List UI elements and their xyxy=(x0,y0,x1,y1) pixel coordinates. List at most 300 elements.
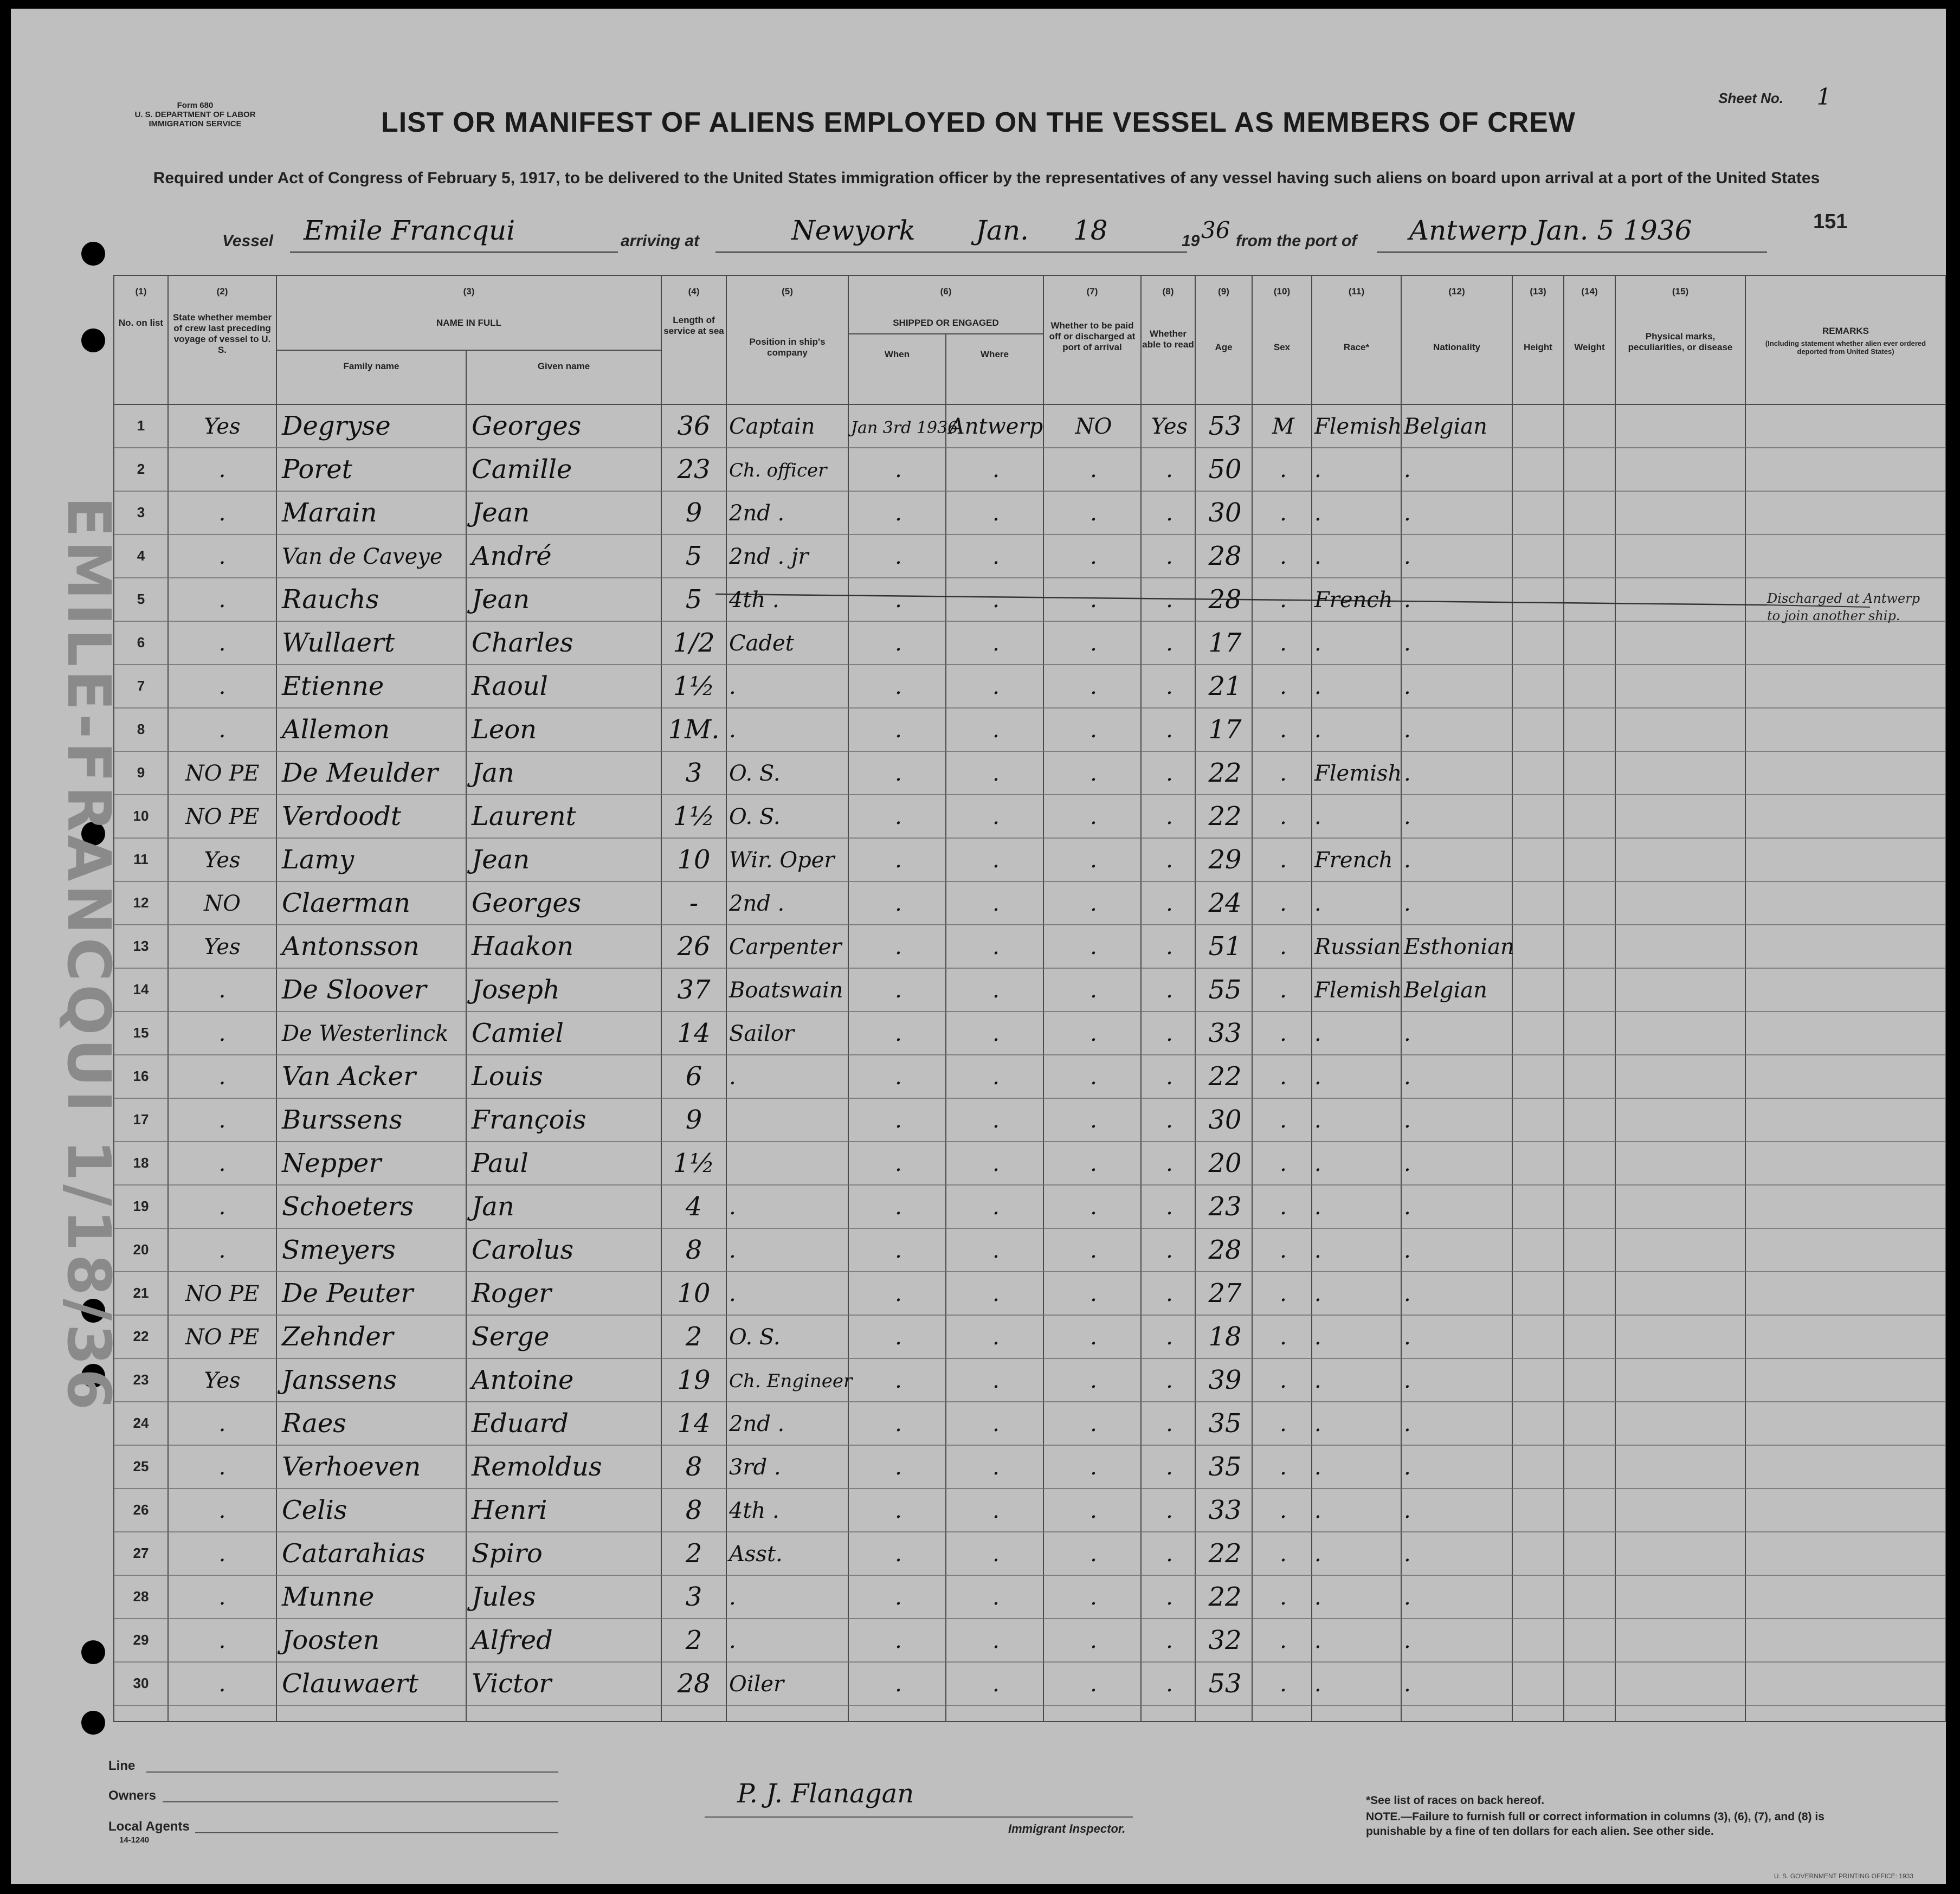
shipped-where: . xyxy=(992,544,1000,569)
race: . xyxy=(1314,1195,1321,1220)
paid-off: . xyxy=(1090,1151,1097,1176)
paid-off: . xyxy=(1090,1065,1097,1090)
race: . xyxy=(1314,1065,1321,1090)
previous-voyage: Yes xyxy=(204,414,241,439)
age: 17 xyxy=(1208,628,1242,658)
nationality: . xyxy=(1404,544,1411,569)
col-header-sex: Sex xyxy=(1273,342,1291,352)
paid-off: . xyxy=(1090,1021,1097,1046)
race: . xyxy=(1314,1585,1321,1610)
previous-voyage: . xyxy=(218,544,226,569)
race: French xyxy=(1314,848,1393,873)
able-to-read: . xyxy=(1166,1108,1173,1133)
page-subtitle: Required under Act of Congress of February 5, 1917, to be delivered to the United States immigration officer by the representatives of any vessel having such aliens on board upon arrival at a port of the United States xyxy=(153,169,1820,187)
race: . xyxy=(1314,1325,1321,1350)
shipped-where: . xyxy=(992,1585,1000,1610)
given-name: Alfred xyxy=(472,1625,553,1655)
family-name: Joosten xyxy=(282,1625,380,1655)
footer-owners-field xyxy=(163,1801,558,1802)
position: 2nd . xyxy=(729,1412,785,1436)
position: Ch. Engineer xyxy=(729,1370,853,1392)
sex: . xyxy=(1280,1628,1287,1653)
nationality: . xyxy=(1404,1498,1411,1523)
age: 23 xyxy=(1208,1191,1242,1222)
paid-off: . xyxy=(1090,1585,1097,1610)
given-name: Jean xyxy=(472,498,530,528)
given-name: Jean xyxy=(472,845,530,875)
race: . xyxy=(1314,501,1321,526)
departure-port-date: Antwerp Jan. 5 1936 xyxy=(1409,215,1692,246)
sex: . xyxy=(1280,1412,1287,1436)
row-number: 27 xyxy=(133,1545,149,1561)
paid-off: . xyxy=(1090,1542,1097,1567)
race: French xyxy=(1314,588,1393,613)
previous-voyage: . xyxy=(218,588,226,613)
col-header-nationality: Nationality xyxy=(1433,342,1480,352)
shipped-where: . xyxy=(992,1672,1000,1697)
paid-off: . xyxy=(1090,978,1097,1003)
sex: . xyxy=(1280,1108,1287,1133)
race: . xyxy=(1314,458,1321,482)
position: O. S. xyxy=(729,761,781,786)
service-length: 9 xyxy=(685,498,702,528)
paid-off: . xyxy=(1090,1455,1097,1480)
col-num-13: (13) xyxy=(1530,286,1546,297)
race: . xyxy=(1314,1672,1321,1697)
previous-voyage: . xyxy=(218,1672,226,1697)
shipped-where: . xyxy=(992,978,1000,1003)
arriving-port: Newyork xyxy=(791,215,915,246)
nationality: . xyxy=(1404,1325,1411,1350)
given-name: Leon xyxy=(472,714,537,745)
shipped-where: . xyxy=(992,631,1000,656)
footer-agents-label: Local Agents xyxy=(108,1819,190,1834)
previous-voyage: . xyxy=(218,501,226,526)
age: 30 xyxy=(1208,1105,1242,1135)
paid-off: . xyxy=(1090,631,1097,656)
given-name: Eduard xyxy=(472,1408,569,1439)
age: 35 xyxy=(1208,1452,1242,1482)
able-to-read: . xyxy=(1166,631,1173,656)
sex: . xyxy=(1280,1151,1287,1176)
row-number: 8 xyxy=(137,721,145,737)
nationality: . xyxy=(1404,804,1411,829)
row-number: 30 xyxy=(133,1675,149,1691)
nationality: . xyxy=(1404,1108,1411,1133)
age: 22 xyxy=(1208,1061,1242,1092)
row-number: 24 xyxy=(133,1415,149,1431)
shipped-when: . xyxy=(895,891,902,916)
previous-voyage: NO PE xyxy=(185,1325,260,1350)
given-name: Haakon xyxy=(472,931,573,962)
row-number: 18 xyxy=(133,1155,149,1171)
col-num-10: (10) xyxy=(1273,286,1291,297)
position: O. S. xyxy=(729,1325,781,1350)
race: . xyxy=(1314,1281,1321,1306)
sex: . xyxy=(1280,674,1287,699)
sex: . xyxy=(1280,458,1287,482)
age: 29 xyxy=(1208,845,1242,875)
age: 53 xyxy=(1208,411,1242,441)
footer-agents-field xyxy=(195,1832,558,1833)
given-name: Antoine xyxy=(472,1365,574,1395)
previous-voyage: . xyxy=(218,1108,226,1133)
previous-voyage: . xyxy=(218,631,226,656)
paid-off: . xyxy=(1090,1195,1097,1220)
nationality: . xyxy=(1404,588,1411,613)
col-header-age: Age xyxy=(1215,342,1233,352)
able-to-read: . xyxy=(1166,848,1173,873)
shipped-where: . xyxy=(992,804,1000,829)
position: Ch. officer xyxy=(729,460,827,481)
race: Russian xyxy=(1314,935,1401,959)
col-header-physical-marks: Physical marks, peculiarities, or disease xyxy=(1628,331,1733,352)
previous-voyage: . xyxy=(218,458,226,482)
position: Boatswain xyxy=(729,978,843,1003)
service-length: 36 xyxy=(677,411,711,441)
col-num-9: (9) xyxy=(1218,286,1229,297)
family-name: Rauchs xyxy=(282,584,379,615)
family-name: Smeyers xyxy=(282,1235,396,1265)
paid-off: . xyxy=(1090,804,1097,829)
paid-off: . xyxy=(1090,458,1097,482)
race: . xyxy=(1314,1108,1321,1133)
col-num-2: (2) xyxy=(216,286,228,297)
service-length: 26 xyxy=(677,931,711,962)
row-number: 17 xyxy=(133,1111,149,1128)
able-to-read: . xyxy=(1166,1195,1173,1220)
col-header-remarks: REMARKS xyxy=(1822,326,1869,336)
shipped-when: . xyxy=(895,501,902,526)
row-number: 14 xyxy=(133,981,149,997)
service-length: 23 xyxy=(677,454,711,485)
family-name: Van Acker xyxy=(282,1061,416,1092)
family-name: Catarahias xyxy=(282,1538,425,1569)
row-number: 1 xyxy=(137,417,145,434)
nationality: . xyxy=(1404,1281,1411,1306)
race: . xyxy=(1314,1238,1321,1263)
sex: . xyxy=(1280,1195,1287,1220)
able-to-read: . xyxy=(1166,674,1173,699)
position: 3rd . xyxy=(729,1455,781,1480)
race: . xyxy=(1314,1368,1321,1393)
col-header-height: Height xyxy=(1524,342,1552,352)
position: Cadet xyxy=(729,631,794,656)
paid-off: NO xyxy=(1075,414,1112,439)
position: . xyxy=(729,718,736,743)
paid-off: . xyxy=(1090,501,1097,526)
arrival-year: 36 xyxy=(1201,217,1230,243)
given-name: Paul xyxy=(472,1148,529,1178)
age: 35 xyxy=(1208,1408,1242,1439)
shipped-when: . xyxy=(895,544,902,569)
given-name: Laurent xyxy=(472,801,576,832)
row-number: 2 xyxy=(137,461,145,477)
col-header-name: NAME IN FULL xyxy=(436,318,501,328)
given-name: François xyxy=(472,1105,586,1135)
form-number: Form 680 xyxy=(177,101,214,110)
given-name: Jan xyxy=(472,1191,514,1222)
penalty-note: NOTE.—Failure to furnish full or correct information in columns (3), (6), (7), and (8) is punishable by a fine of ten dollars for each alien. See other side. xyxy=(1366,1811,1824,1838)
nationality: . xyxy=(1404,674,1411,699)
family-name: Lamy xyxy=(282,845,354,875)
previous-voyage: . xyxy=(218,1585,226,1610)
previous-voyage: Yes xyxy=(204,848,241,873)
sex: . xyxy=(1280,631,1287,656)
nationality: Esthonian xyxy=(1404,935,1514,959)
row-number: 11 xyxy=(133,851,149,867)
shipped-where: . xyxy=(992,1021,1000,1046)
race: . xyxy=(1314,1021,1321,1046)
shipped-when: . xyxy=(895,1108,902,1133)
sex: . xyxy=(1280,718,1287,743)
footer-form-code: 14-1240 xyxy=(119,1835,150,1845)
row-number: 9 xyxy=(137,764,145,781)
service-length: 37 xyxy=(677,975,711,1005)
family-name: Burssens xyxy=(282,1105,403,1135)
shipped-when: . xyxy=(895,588,902,613)
nationality: . xyxy=(1404,1628,1411,1653)
family-name: Etienne xyxy=(282,671,384,701)
previous-voyage: NO PE xyxy=(185,1281,260,1306)
position: 2nd . xyxy=(729,891,785,916)
given-name: Jean xyxy=(472,584,530,615)
arrival-month: Jan. xyxy=(976,215,1029,246)
row-number: 10 xyxy=(133,808,149,824)
year-prefix: 19 xyxy=(1182,232,1200,250)
family-name: Verhoeven xyxy=(282,1452,421,1482)
service-length: 3 xyxy=(685,758,702,788)
col-num-14: (14) xyxy=(1581,286,1598,297)
shipped-where: . xyxy=(992,718,1000,743)
shipped-where: . xyxy=(992,1412,1000,1436)
service-length: 1½ xyxy=(673,801,715,832)
position: . xyxy=(729,674,736,699)
col-header-race: Race* xyxy=(1343,342,1370,352)
row-number: 19 xyxy=(133,1198,149,1214)
nationality: . xyxy=(1404,1195,1411,1220)
col-header-weight: Weight xyxy=(1574,342,1605,352)
family-name: De Sloover xyxy=(282,975,427,1005)
shipped-when: . xyxy=(895,1628,902,1653)
shipped-where: . xyxy=(992,1628,1000,1653)
age: 17 xyxy=(1208,714,1242,745)
col-num-12: (12) xyxy=(1448,286,1465,297)
family-name: Schoeters xyxy=(282,1191,414,1222)
nationality: . xyxy=(1404,891,1411,916)
service-length: 3 xyxy=(685,1582,702,1612)
shipped-when: . xyxy=(895,458,902,482)
service-length: 8 xyxy=(685,1452,702,1482)
row-number: 20 xyxy=(133,1241,149,1258)
shipped-where: . xyxy=(992,1151,1000,1176)
given-name: Carolus xyxy=(472,1235,574,1265)
service-length: 28 xyxy=(677,1668,711,1699)
shipped-when: . xyxy=(895,1325,902,1350)
paid-off: . xyxy=(1090,1672,1097,1697)
given-name: Joseph xyxy=(472,975,560,1005)
race: . xyxy=(1314,1498,1321,1523)
able-to-read: . xyxy=(1166,1412,1173,1436)
shipped-when: . xyxy=(895,1542,902,1567)
family-name: Clauwaert xyxy=(282,1668,418,1699)
race: . xyxy=(1314,1412,1321,1436)
sex: . xyxy=(1280,1455,1287,1480)
previous-voyage: . xyxy=(218,1151,226,1176)
nationality: . xyxy=(1404,1021,1411,1046)
sex: . xyxy=(1280,804,1287,829)
position: Oiler xyxy=(729,1672,784,1697)
col-header-position: Position in ship's company xyxy=(749,337,826,358)
given-name: Remoldus xyxy=(472,1452,602,1482)
col-num-6: (6) xyxy=(940,286,952,297)
service-length: 4 xyxy=(685,1191,702,1222)
footer-line-label: Line xyxy=(108,1758,136,1773)
col-num-11: (11) xyxy=(1348,286,1365,297)
age: 21 xyxy=(1208,671,1242,701)
service-length: 10 xyxy=(677,1278,711,1309)
row-number: 15 xyxy=(133,1025,149,1041)
race: . xyxy=(1314,674,1321,699)
paid-off: . xyxy=(1090,761,1097,786)
row-number: 7 xyxy=(137,678,145,694)
able-to-read: . xyxy=(1166,761,1173,786)
able-to-read: . xyxy=(1166,588,1173,613)
sex: . xyxy=(1280,891,1287,916)
able-to-read: . xyxy=(1166,1151,1173,1176)
sex: . xyxy=(1280,588,1287,613)
family-name: Janssens xyxy=(282,1365,397,1395)
service-length: - xyxy=(689,888,699,918)
age: 33 xyxy=(1208,1495,1242,1525)
col-header-previous-voyage: State whether member of crew last preceding voyage of vessel to U. S. xyxy=(172,312,272,355)
previous-voyage: NO PE xyxy=(185,761,260,786)
able-to-read: . xyxy=(1166,718,1173,743)
age: 22 xyxy=(1208,1538,1242,1569)
row-number: 26 xyxy=(133,1502,149,1518)
nationality: . xyxy=(1404,1412,1411,1436)
service-length: 2 xyxy=(685,1322,702,1352)
sex: . xyxy=(1280,1498,1287,1523)
race: . xyxy=(1314,1542,1321,1567)
row-number: 29 xyxy=(133,1632,149,1648)
previous-voyage: . xyxy=(218,1065,226,1090)
page-number: 151 xyxy=(1813,210,1848,233)
position: 2nd . xyxy=(729,501,785,526)
col-header-family-name: Family name xyxy=(343,361,399,371)
family-name: Munne xyxy=(282,1582,375,1612)
page-title: LIST OR MANIFEST OF ALIENS EMPLOYED ON THE VESSEL AS MEMBERS OF CREW xyxy=(381,107,1576,138)
age: 28 xyxy=(1208,541,1242,571)
row-number: 6 xyxy=(137,634,145,650)
service-length: 19 xyxy=(677,1365,711,1395)
age: 24 xyxy=(1208,888,1242,918)
sex: . xyxy=(1280,1281,1287,1306)
nationality: . xyxy=(1404,1455,1411,1480)
service-length: 8 xyxy=(685,1495,702,1525)
position: . xyxy=(729,1238,736,1263)
row-number: 23 xyxy=(133,1371,149,1388)
shipped-where: . xyxy=(992,1368,1000,1393)
family-name: De Westerlinck xyxy=(282,1021,449,1046)
able-to-read: . xyxy=(1166,1368,1173,1393)
previous-voyage: NO xyxy=(204,891,241,916)
family-name: Claerman xyxy=(282,888,411,918)
race: . xyxy=(1314,804,1321,829)
family-name: De Meulder xyxy=(282,758,439,788)
sex: . xyxy=(1280,1065,1287,1090)
sex: . xyxy=(1280,1672,1287,1697)
shipped-when: . xyxy=(895,1585,902,1610)
previous-voyage: . xyxy=(218,1498,226,1523)
shipped-where: . xyxy=(992,848,1000,873)
age: 51 xyxy=(1208,931,1242,962)
previous-voyage: . xyxy=(218,1412,226,1436)
service-length: 8 xyxy=(685,1235,702,1265)
shipped-where: . xyxy=(992,1065,1000,1090)
shipped-where: . xyxy=(992,1455,1000,1480)
paid-off: . xyxy=(1090,935,1097,959)
service-length: 1½ xyxy=(673,671,715,701)
able-to-read: . xyxy=(1166,978,1173,1003)
remarks-row-5: Discharged at Antwerp to join another ship. xyxy=(1767,591,1920,623)
able-to-read: . xyxy=(1166,935,1173,959)
shipped-where: . xyxy=(992,1325,1000,1350)
given-name: Jan xyxy=(472,758,514,788)
family-name: Celis xyxy=(282,1495,347,1525)
shipped-where: . xyxy=(992,761,1000,786)
nationality: . xyxy=(1404,458,1411,482)
race: Flemish xyxy=(1314,978,1402,1003)
family-name: Poret xyxy=(282,454,352,485)
nationality: . xyxy=(1404,501,1411,526)
sex: . xyxy=(1280,1368,1287,1393)
service-length: 10 xyxy=(677,845,711,875)
shipped-where: . xyxy=(992,588,1000,613)
shipped-where: . xyxy=(992,891,1000,916)
nationality: . xyxy=(1404,1672,1411,1697)
previous-voyage: . xyxy=(218,674,226,699)
shipped-where: . xyxy=(992,674,1000,699)
nationality: . xyxy=(1404,1368,1411,1393)
service-length: 14 xyxy=(677,1018,711,1048)
family-name: Allemon xyxy=(282,714,390,745)
position: 4th . xyxy=(729,1498,779,1523)
able-to-read: . xyxy=(1166,544,1173,569)
nationality: Belgian xyxy=(1404,978,1487,1003)
shipped-when: . xyxy=(895,1021,902,1046)
sex: . xyxy=(1280,978,1287,1003)
sheet-number-value: 1 xyxy=(1816,83,1832,110)
position: Captain xyxy=(729,414,815,439)
able-to-read: . xyxy=(1166,891,1173,916)
col-num-4: (4) xyxy=(688,286,700,297)
paid-off: . xyxy=(1090,674,1097,699)
service-length: 6 xyxy=(685,1061,702,1092)
signature-line xyxy=(705,1816,1133,1818)
shipped-when: . xyxy=(895,978,902,1003)
col-num-5: (5) xyxy=(782,286,793,297)
able-to-read: . xyxy=(1166,1672,1173,1697)
family-name: Nepper xyxy=(282,1148,382,1178)
given-name: Henri xyxy=(472,1495,547,1525)
age: 53 xyxy=(1208,1668,1242,1699)
arrival-day: 18 xyxy=(1073,215,1108,246)
shipped-when: . xyxy=(895,1672,902,1697)
previous-voyage: . xyxy=(218,1195,226,1220)
age: 28 xyxy=(1208,1235,1242,1265)
position: . xyxy=(729,1585,736,1610)
